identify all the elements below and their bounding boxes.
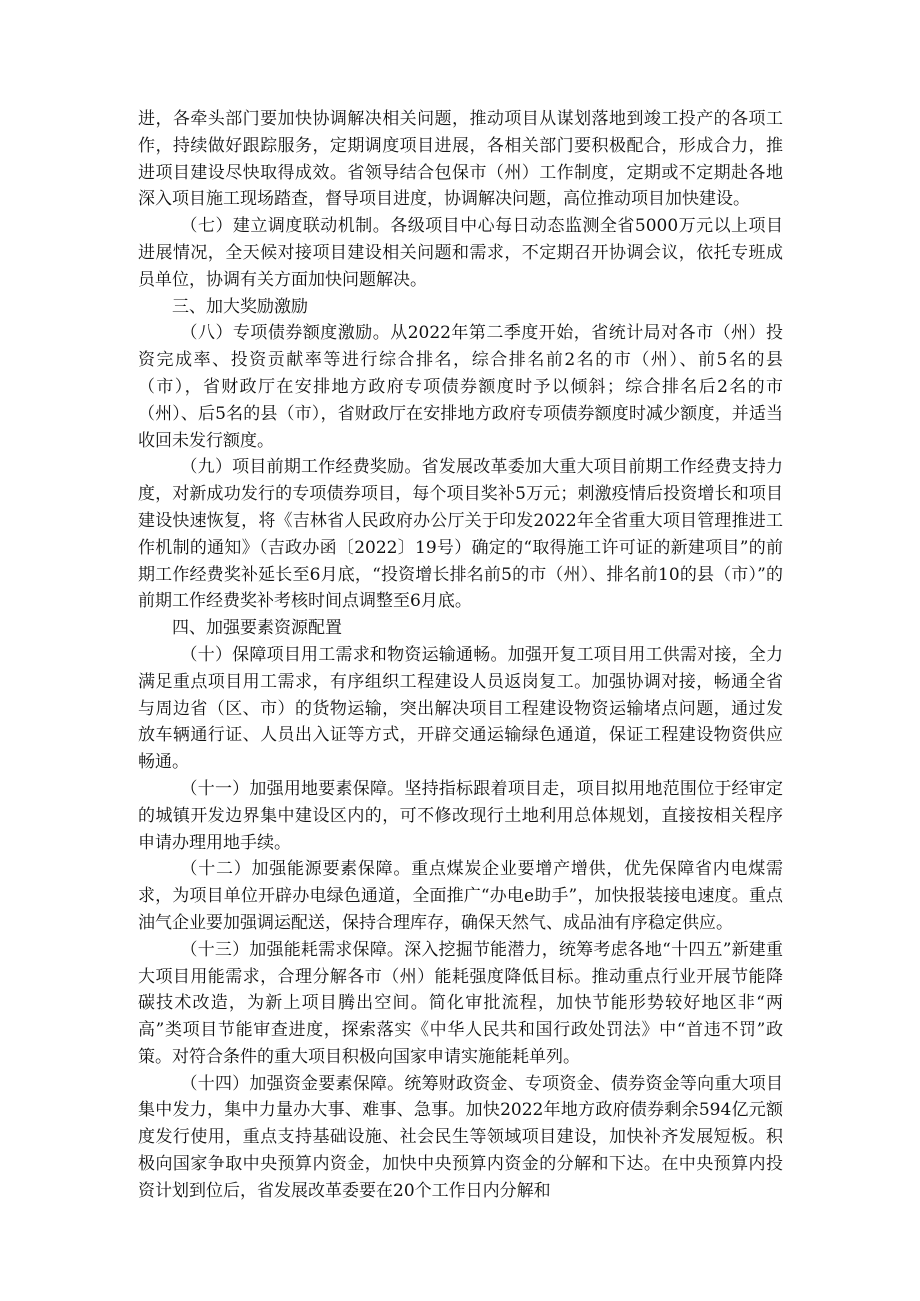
paragraph-continuation: 进，各牵头部门要加快协调解决相关问题，推动项目从谋划落地到竣工投产的各项工作，持续做好跟踪服务，定期调度项目进展，各相关部门要积极配合，形成合力，推进项目建设尽快取得成效。省领导结合包保市（州）工作制度，定期或不定期赴各地深入项目施工现场踏查，督导项目进度，协调解决问题，高位推动项目加快建设。 <box>138 109 783 210</box>
paragraph-item-11: （十一）加强用地要素保障。坚持指标跟着项目走，项目拟用地范围位于经审定的城镇开发边界集中建设区内的，可不修改现行土地利用总体规划，直接按相关程序申请办理用地手续。 <box>138 778 783 853</box>
paragraph-item-7: （七）建立调度联动机制。各级项目中心每日动态监测全省5000万元以上项目进展情况，全天候对接项目建设相关问题和需求，不定期召开协调会议，依托专班成员单位，协调有关方面加快问题解决。 <box>138 216 783 290</box>
paragraph-item-10: （十）保障项目用工需求和物资运输通畅。加强开复工项目用工供需对接，全力满足重点项目用工需求，有序组织工程建设人员返岗复工。加强协调对接，畅通全省与周边省（区、市）的货物运输，突出解决项目工程建设物资运输堵点问题，通过发放车辆通行证、人员出入证等方式，开辟交通运输绿色通道，保证工程建设物资供应畅通。 <box>138 644 783 773</box>
section-heading-3: 三、加大奖励激励 <box>172 296 308 317</box>
section-heading-4: 四、加强要素资源配置 <box>172 618 342 639</box>
document-body <box>138 106 783 1205</box>
paragraph-item-14: （十四）加强资金要素保障。统筹财政资金、专项资金、债券资金等向重大项目集中发力，集中力量办大事、难事、急事。加快2022年地方政府债券剩余594亿元额度发行使用，重点支持基础设施、社会民生等领域项目建设，加快补齐发展短板。积极向国家争取中央预算内资金，加快中央预算内资金的分解和下达。在中央预算内投资计划到位后，省发展改革委要在20个工作日内分解和 <box>138 1073 783 1201</box>
paragraph-item-8: （八）专项债券额度激励。从2022年第二季度开始，省统计局对各市（州）投资完成率、投资贡献率等进行综合排名，综合排名前2名的市（州）、前5名的县（市），省财政厅在安排地方政府专项债券额度时予以倾斜；综合排名后2名的市（州）、后5名的县（市），省财政厅在安排地方政府专项债券额度时减少额度，并适当收回未发行额度。 <box>138 323 783 451</box>
paragraph-item-12: （十二）加强能源要素保障。重点煤炭企业要增产增供，优先保障省内电煤需求，为项目单位开辟办电绿色通道，全面推广“办电e助手”，加快报装接电速度。重点油气企业要加强调运配送，保持合理库存，确保天然气、成品油有序稳定供应。 <box>138 859 783 933</box>
paragraph-item-13: （十三）加强能耗需求保障。深入挖掘节能潜力，统筹考虑各地“十四五”新建重大项目用能需求，合理分解各市（州）能耗强度降低目标。推动重点行业开展节能降碳技术改造，为新上项目腾出空间。简化审批流程，加快节能形势较好地区非“两高”类项目节能审查进度，探索落实《中华人民共和国行政处罚法》中“首违不罚”政策。对符合条件的重大项目积极向国家申请实施能耗单列。 <box>138 939 783 1067</box>
paragraph-item-9: （九）项目前期工作经费奖励。省发展改革委加大重大项目前期工作经费支持力度，对新成功发行的专项债券项目，每个项目奖补5万元；刺激疫情后投资增长和项目建设快速恢复，将《吉林省人民政府办公厅关于印发2022年全省重大项目管理推进工作机制的通知》（吉政办函〔2022〕19号）确定的“取得施工许可证的新建项目”的前期工作经费奖补延长至6月底，“投资增长排名前5的市（州）、排名前10的县（市）”的前期工作经费奖补考核时间点调整至6月底。 <box>138 457 783 612</box>
